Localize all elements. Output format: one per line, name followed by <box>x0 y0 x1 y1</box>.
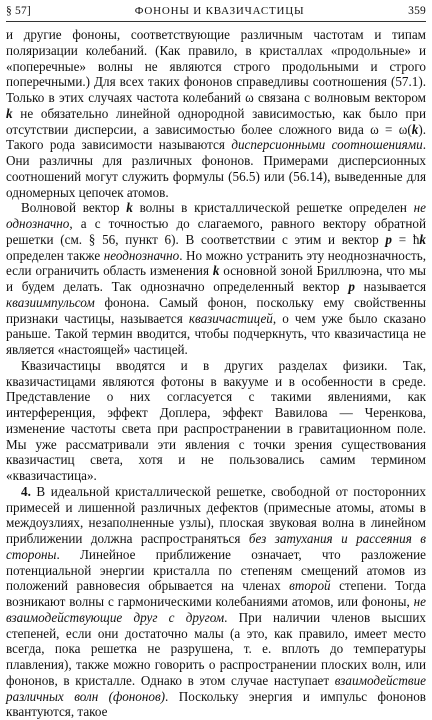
text-run: Волновой вектор <box>21 200 127 216</box>
text-run: Квазичастицы вводятся и в других разделах физики. Так, квазичастицами являются фотоны в вакууме и в особенности в среде. Представление о них согласуется с такими явлениями, как интерференция, эффект Доплера, эффект Вавилова — Черенкова, изменение частоты света при распространении в гравитационном поле. Мы уже рассматривали эти явления с точки зрения существования квазичастиц света, хотя и не пользовались самим термином «квазичастица». <box>6 357 426 483</box>
paragraph-1 <box>6 27 426 200</box>
text-run: k <box>419 231 426 247</box>
text-run: называется <box>354 279 426 294</box>
text-run: без затухания и рассеяния в стороны <box>6 531 426 562</box>
paragraph-2 <box>6 200 426 358</box>
page-number: 359 <box>408 5 426 17</box>
text-run: не обязательно линейной однородной зависимостью, как было при отсутствии дисперсии, а зависимостью более сложного вида ω = ω( <box>6 105 426 137</box>
text-run: взаимодействие различных волн (фононов) <box>6 672 426 704</box>
text-run: степени. Тогда возникают волны с гармоническими колебаниями атомов, или фононы, <box>6 578 427 609</box>
text-run: , о чем уже было сказано раньше. Такой термин вводится, чтобы подчеркнуть, что квазичастица не является «настоящей» частицей. <box>6 310 426 357</box>
text-run: . Поскольку энергия и импульс фононов квантуются, такое <box>6 688 426 720</box>
text-run: p <box>348 279 355 294</box>
body-text <box>6 27 426 720</box>
text-run: . При наличии членов высших степеней, если они достаточно малы (а это, как правило, имеет место всегда, пока решетка не разрушена, т. е. вплоть до температуры плавления), также можно говорить о распространении плоских волн, или фононов, в кристалле. Однако в этом случае наступает <box>6 609 426 688</box>
text-run: k <box>6 105 13 121</box>
text-run: определен также <box>6 247 104 263</box>
section-reference: § 57] <box>6 5 31 17</box>
text-run: k <box>126 200 133 216</box>
running-header <box>6 2 426 20</box>
text-run: , а с точностью до слагаемого, равного вектору обратной решетки (см. § 56, пункт 6). В соответствии с этим и вектор <box>6 216 426 247</box>
text-run: волны в кристаллической решетке определен <box>132 200 414 216</box>
text-run: не однозначно <box>6 200 426 231</box>
text-run: основной зоной Бриллюэна, что мы и будем делать. Так однозначно определенный вектор <box>6 263 426 294</box>
text-run: = ħ <box>391 231 420 247</box>
text-run: не взаимодействующие друг с другом <box>6 594 426 625</box>
text-run: квазиимпульсом <box>6 294 95 310</box>
paragraph-4 <box>6 484 426 720</box>
text-run: k <box>411 121 419 137</box>
chapter-title: ФОНОНЫ И КВАЗИЧАСТИЦЫ <box>134 5 305 17</box>
text-run: k <box>212 263 220 279</box>
text-run: ). Такого рода зависимости называются <box>6 121 426 153</box>
text-run: и другие фононы, соответствующие различным частотам и типам поляризации колебаний. (Как правило, в кристаллах «продольные» и «поперечные» волны не являются строго продольными и строго поперечными.) Для всех таких фононов справедливы соотношения (57.1). Только в этих случаях частота колебаний ω связана с волновым вектором <box>6 27 426 105</box>
text-run: квазичастицей <box>188 310 273 326</box>
paragraph-3 <box>6 358 426 484</box>
text-run: второй <box>289 578 331 594</box>
text-run: дисперсионными соотношениями <box>231 137 423 153</box>
text-run: 4. <box>21 483 31 499</box>
text-run: p <box>385 231 392 247</box>
text-run: . Линейное приближение означает, что разложение потенциальной энергии кристалла по степеням смещений атомов из положений равновесия обрывается на членах <box>6 546 426 594</box>
text-run: неоднозначно <box>103 247 180 263</box>
text-run: В идеальной кристаллической решетке, свободной от посторонних примесей и лишенной различных дефектов (примесные атомы, атомы в междоузлиях, незаполненные узлы), плоская звуковая волна в линейном приближении должна распространяться <box>6 483 426 546</box>
text-run: . Они различны для различных фононов. Примерами дисперсионных соотношений могут служить формулы (56.5) или (56.14), выведенные для одномерных цепочек атомов. <box>6 137 426 200</box>
text-run: фонона. Самый фонон, поскольку ему свойственны признаки частицы, называется <box>6 294 426 326</box>
text-run: . Но можно устранить эту неоднозначность, если ограничить область изменения <box>6 247 426 279</box>
header-rule <box>6 21 426 22</box>
